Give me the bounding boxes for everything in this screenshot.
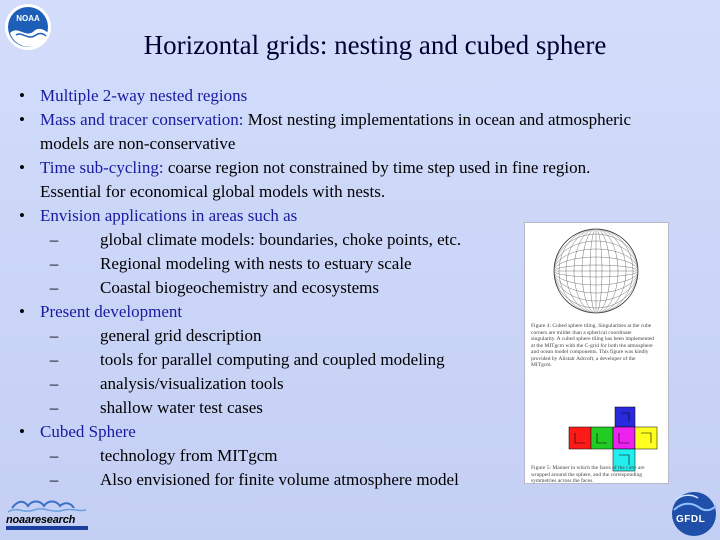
bullet-marker: • [19,302,25,321]
dash-marker: – [49,254,59,273]
bullet-marker: • [19,422,25,441]
noaa-logo [4,3,52,51]
dash-marker: – [49,278,59,297]
bullet-text: Most nesting implementations in ocean and atmospheric models are non-conservative [40,110,632,153]
dash-marker: – [49,470,59,489]
dash-marker: – [49,350,59,369]
dash-marker: – [49,398,59,417]
bullet-highlight: Cubed Sphere [40,422,136,441]
cube-face-back [635,427,657,449]
sub-item-text: Coastal biogeochemistry and ecosystems [100,278,380,297]
dash-marker: – [49,374,59,393]
bullet-marker: • [19,206,25,225]
figure-caption-top: Figure 4: Cubed sphere tiling. Singularities at the cube corners are milder than a spherical coordinate singularity. A cubed sphere tiling has been implemented at the MITgcm with the C-grid for both the atmosphere and ocean model components. This figure was kindly provided by Alistair Adcroft, a developer of the MITgcm. [531,323,655,368]
cube-face-top [615,407,635,427]
bullet-marker: • [19,158,25,177]
page-title: Horizontal grids: nesting and cubed sphere [143,30,607,60]
sub-item-text: technology from MITgcm [100,446,278,465]
cube-face-right [613,427,635,449]
sub-item-text: global climate models: boundaries, choke points, etc. [100,230,462,249]
sub-item-text: Also envisioned for finite volume atmosphere model [100,470,459,489]
bullet-highlight: Time sub-cycling: [40,158,164,177]
dash-marker: – [49,446,59,465]
sub-item-text: general grid description [100,326,262,345]
bullet-highlight: Multiple 2-way nested regions [40,86,248,105]
cube-face-front [591,427,613,449]
bullet-marker: • [19,110,25,129]
cubed-sphere-figure [524,222,669,484]
bullet-item [14,108,654,156]
dash-marker: – [49,230,59,249]
sub-item-text: analysis/visualization tools [100,374,284,393]
cube-face-left [569,427,591,449]
figure-caption-bottom: Figure 5: Manner in which the faces of the cube are wrapped around the sphere, and the corresponding symmetries across the faces. [531,465,645,484]
bullet-highlight: Present development [40,302,183,321]
bullet-item [14,156,654,204]
noaa-logo-text: NOAA [16,14,40,23]
dash-marker: – [49,326,59,345]
bullet-highlight: Envision applications in areas such as [40,206,298,225]
bullet-marker: • [19,86,25,105]
sub-item-text: Regional modeling with nests to estuary scale [100,254,412,273]
gfdl-text: GFDL [676,514,706,525]
bullet-item [14,84,654,108]
bullet-highlight: Mass and tracer conservation: [40,110,244,129]
cubed-sphere-globe [525,223,668,323]
sub-item-text: tools for parallel computing and coupled modeling [100,350,445,369]
gfdl-logo [666,488,720,536]
sub-item-text: shallow water test cases [100,398,263,417]
bullet-text: coarse region not constrained by time step used in fine region. Essential for economical global models with nests. [40,158,591,201]
noaa-research-text: noaaresearch [6,514,76,526]
